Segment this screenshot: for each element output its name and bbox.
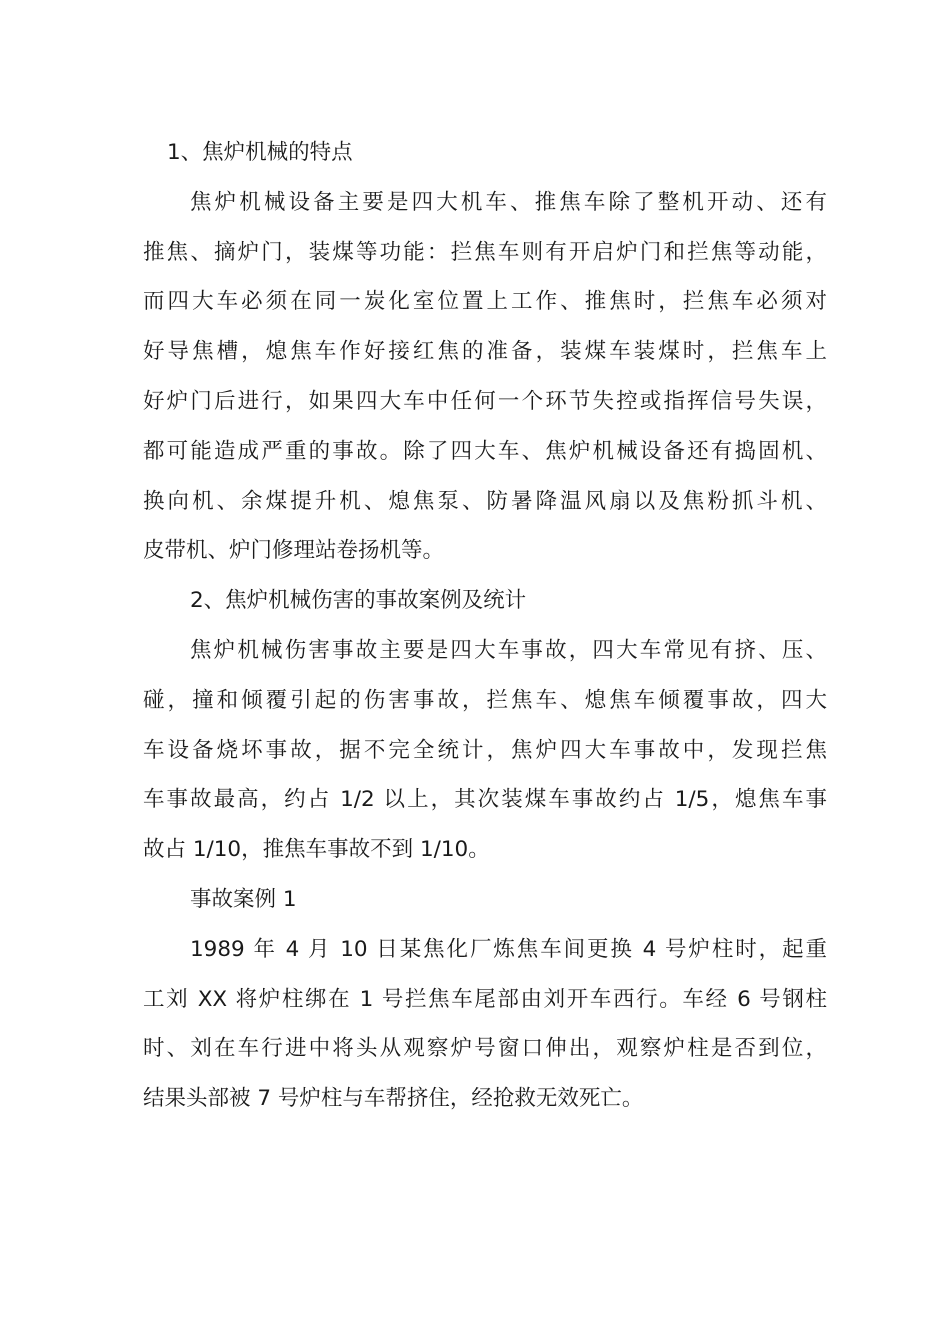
section-heading-2: 2、焦炉机械伤害的事故案例及统计: [190, 588, 527, 614]
paragraph-line: 车设备烧坏事故，据不完全统计，焦炉四大车事故中，发现拦焦: [143, 737, 827, 763]
paragraph-line: 皮带机、炉门修理站卷扬机等。: [143, 538, 445, 564]
paragraph-line: 焦炉机械设备主要是四大机车、推焦车除了整机开动、还有: [190, 189, 827, 215]
paragraph-line: 工刘 XX 将炉柱绑在 1 号拦焦车尾部由刘开车西行。车经 6 号钢柱: [143, 986, 827, 1012]
paragraph-line: 结果头部被 7 号炉柱与车帮挤住，经抢救无效死亡。: [143, 1086, 644, 1112]
document-body: [143, 128, 827, 1124]
paragraph-line: 焦炉机械伤害事故主要是四大车事故，四大车常见有挤、压、: [190, 637, 827, 663]
paragraph-line: 而四大车必须在同一炭化室位置上工作、推焦时，拦焦车必须对: [143, 289, 827, 315]
paragraph-line: 碰，撞和倾覆引起的伤害事故，拦焦车、熄焦车倾覆事故，四大: [143, 687, 827, 713]
paragraph-line: 好炉门后进行，如果四大车中任何一个环节失控或指挥信号失误，: [143, 388, 827, 414]
case-heading: 事故案例 1: [190, 886, 297, 912]
paragraph-line: 时、刘在车行进中将头从观察炉号窗口伸出，观察炉柱是否到位，: [143, 1036, 827, 1062]
paragraph-line: 故占 1/10，推焦车事故不到 1/10。: [143, 837, 490, 863]
paragraph-line: 1989 年 4 月 10 日某焦化厂炼焦车间更换 4 号炉柱时，起重: [190, 936, 827, 962]
paragraph-line: 都可能造成严重的事故。除了四大车、焦炉机械设备还有捣固机、: [143, 438, 827, 464]
section-heading-1: 1、焦炉机械的特点: [167, 140, 353, 165]
paragraph-line: 好导焦槽，熄焦车作好接红焦的准备，装煤车装煤时，拦焦车上: [143, 339, 827, 365]
paragraph-line: 车事故最高，约占 1/2 以上，其次装煤车事故约占 1/5，熄焦车事: [143, 787, 827, 813]
paragraph-line: 换向机、余煤提升机、熄焦泵、防暑降温风扇以及焦粉抓斗机、: [143, 488, 827, 514]
paragraph-line: 推焦、摘炉门，装煤等功能：拦焦车则有开启炉门和拦焦等动能，: [143, 239, 827, 265]
